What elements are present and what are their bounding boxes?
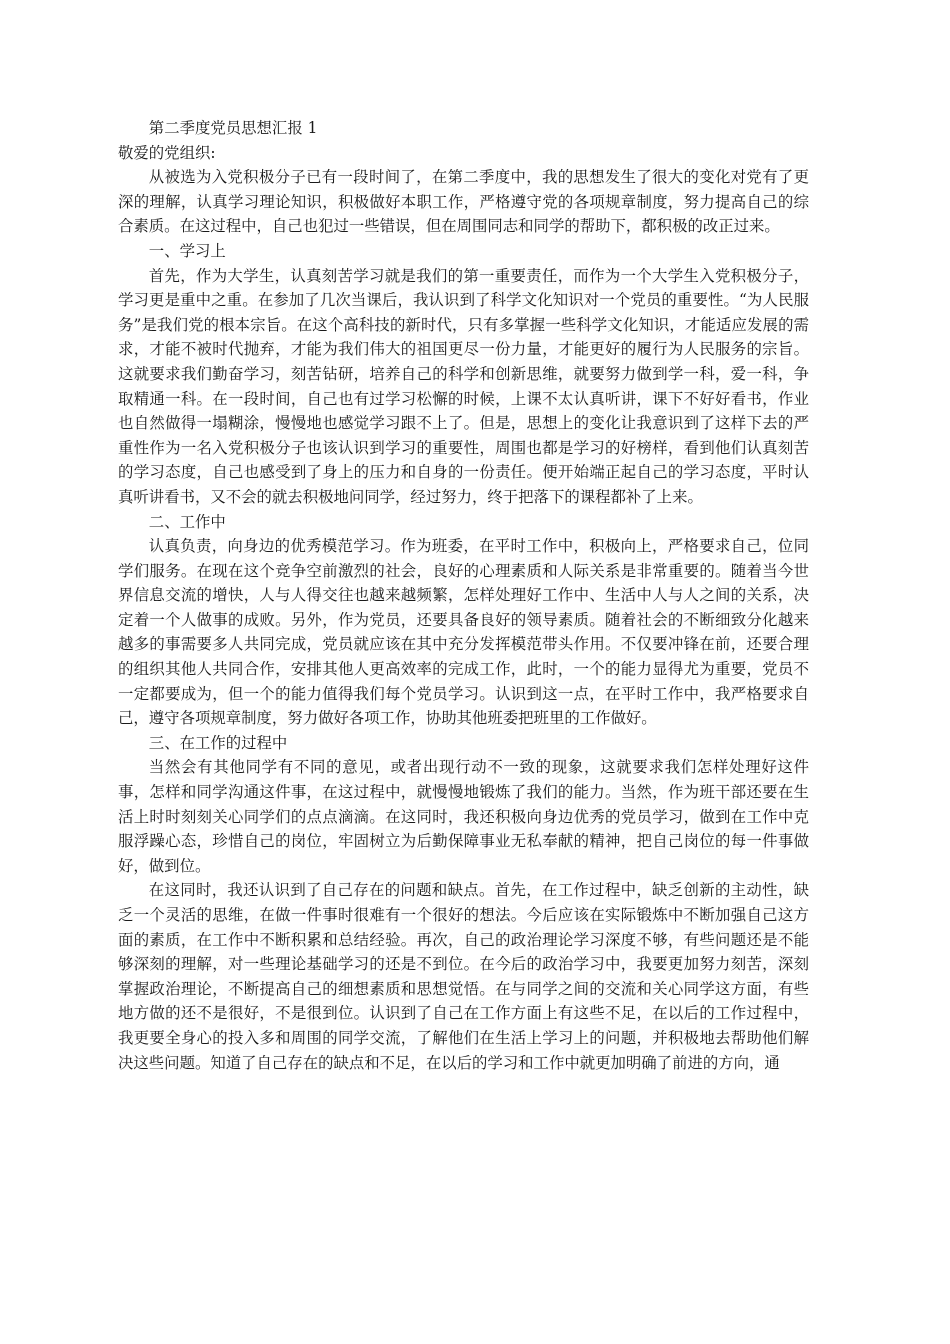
section-paragraph: 在这同时，我还认识到了自己存在的问题和缺点。首先，在工作过程中，缺乏创新的主动性，缺乏一个灵活的思维，在做一件事时很难有一个很好的想法。今后应该在实际锻炼中不断加强自己这方面的素质，在工作中不断积累和总结经验。再次，自己的政治理论学习深度不够，有些问题还是不能够深刻的理解，对一些理论基础学习的还是不到位。在今后的政治学习中，我要更加努力刻苦，深刻掌握政治理论，不断提高自己的细想素质和思想觉悟。在与同学之间的交流和关心同学这方面，有些地方做的还不是很好，不是很到位。认识到了自己在工作方面上有这些不足，在以后的工作过程中，我更要全身心的投入多和周围的同学交流，了解他们在生活上学习上的问题，并积极地去帮助他们解决这些问题。知道了自己存在的缺点和不足，在以后的学习和工作中就更加明确了前进的方向，通: [118, 881, 809, 1072]
document-page: [118, 116, 809, 1075]
intro-paragraph: 从被选为入党积极分子已有一段时间了，在第二季度中，我的思想发生了很大的变化对党有了更深的理解，认真学习理论知识，积极做好本职工作，严格遵守党的各项规章制度，努力提高自己的综合素质。在这过程中，自己也犯过一些错误，但在周围同志和同学的帮助下，都积极的改正过来。: [118, 168, 809, 236]
salutation: 敬爱的党组织:: [118, 143, 216, 162]
section-paragraph: 首先，作为大学生，认真刻苦学习就是我们的第一重要责任，而作为一个大学生入党积极分子，学习更是重中之重。在参加了几次当课后，我认识到了科学文化知识对一个党员的重要性。“为人民服务”是我们党的根本宗旨。在这个高科技的新时代，只有多掌握一些科学文化知识，才能适应发展的需求，才能不被时代抛弃，才能为我们伟大的祖国更尽一份力量，才能更好的履行为人民服务的宗旨。这就要求我们勤奋学习，刻苦钻研，培养自己的科学和创新思维，就要努力做到学一科，爱一科，争取精通一科。在一段时间，自己也有过学习松懈的时候，上课不太认真听讲，课下不好好看书，作业也自然做得一塌糊涂，慢慢地也感觉学习跟不上了。但是，思想上的变化让我意识到了这样下去的严重性作为一名入党积极分子也该认识到学习的重要性，周围也都是学习的好榜样，看到他们认真刻苦的学习态度，自己也感受到了身上的压力和自身的一份责任。便开始端正起自己的学习态度，平时认真听讲看书，又不会的就去积极地问同学，经过努力，终于把落下的课程都补了上来。: [118, 266, 809, 506]
section-paragraph: 当然会有其他同学有不同的意见，或者出现行动不一致的现象，这就要求我们怎样处理好这件事，怎样和同学沟通这件事，在这过程中，就慢慢地锻炼了我们的能力。当然，作为班干部还要在生活上时时刻刻关心同学们的点点滴滴。在这同时，我还积极向身边优秀的党员学习，做到在工作中克服浮躁心态，珍惜自己的岗位，牢固树立为后勤保障事业无私奉献的精神，把自己岗位的每一件事做好，做到位。: [118, 758, 809, 875]
section-heading-process: 三、在工作的过程中: [148, 733, 288, 752]
section-heading-work: 二、工作中: [148, 512, 226, 531]
section-paragraph: 认真负责，向身边的优秀模范学习。作为班委，在平时工作中，积极向上，严格要求自己，位同学们服务。在现在这个竞争空前激烈的社会，良好的心理素质和人际关系是非常重要的。随着当今世界信息交流的增快，人与人得交往也越来越频繁，怎样处理好工作中、生活中人与人之间的关系，决定着一个人做事的成败。另外，作为党员，还要具备良好的领导素质。随着社会的不断细致分化越来越多的事需要多人共同完成，党员就应该在其中充分发挥模范带头作用。不仅要冲锋在前，还要合理的组织其他人共同合作，安排其他人更高效率的完成工作，此时，一个的能力显得尤为重要，党员不一定都要成为，但一个的能力值得我们每个党员学习。认识到这一点，在平时工作中，我严格要求自己，遵守各项规章制度，努力做好各项工作，协助其他班委把班里的工作做好。: [118, 537, 809, 728]
section-heading-study: 一、学习上: [148, 241, 226, 260]
document-title: 第二季度党员思想汇报 1: [148, 119, 318, 137]
